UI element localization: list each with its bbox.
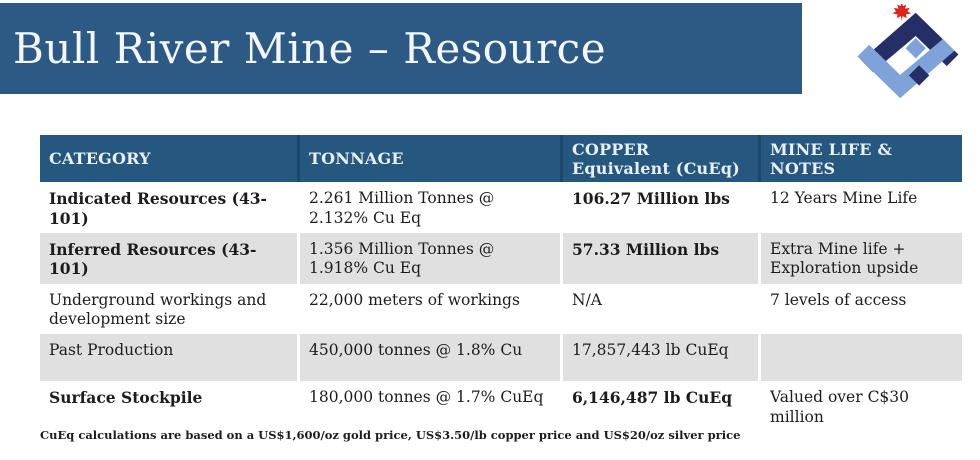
cell-category: Underground workings and development size — [40, 284, 297, 335]
cell-notes: 7 levels of access — [758, 284, 962, 335]
maple-leaf-icon — [892, 4, 911, 21]
table-row — [40, 381, 962, 432]
cell-notes: Extra Mine life + Exploration upside — [758, 233, 962, 284]
cell-copper-equivalent: 6,146,487 lb CuEq — [560, 381, 758, 432]
cell-copper-equivalent: 106.27 Million lbs — [560, 182, 758, 233]
title-banner — [0, 3, 802, 94]
cell-tonnage: 450,000 tonnes @ 1.8% Cu — [297, 334, 560, 381]
resource-table — [40, 135, 962, 432]
header-copper-equivalent: COPPER Equivalent (CuEq) — [560, 135, 758, 182]
table-row — [40, 334, 962, 381]
cell-category: Inferred Resources (43-101) — [40, 233, 297, 284]
header-category: CATEGORY — [40, 135, 297, 182]
cell-tonnage: 22,000 meters of workings — [297, 284, 560, 335]
cell-notes — [758, 334, 962, 381]
header-mine-life-notes: MINE LIFE & NOTES — [758, 135, 962, 182]
table-row — [40, 284, 962, 335]
cell-copper-equivalent: N/A — [560, 284, 758, 335]
cell-copper-equivalent: 57.33 Million lbs — [560, 233, 758, 284]
company-logo — [846, 4, 966, 106]
cell-notes: 12 Years Mine Life — [758, 182, 962, 233]
table-row — [40, 182, 962, 233]
page-title: Bull River Mine – Resource — [13, 24, 607, 73]
cell-notes: Valued over C$30 million — [758, 381, 962, 432]
cell-tonnage: 180,000 tonnes @ 1.7% CuEq — [297, 381, 560, 432]
table-row — [40, 233, 962, 284]
cueq-footnote: CuEq calculations are based on a US$1,600/oz gold price, US$3.50/lb copper price and US$20/oz silver price — [40, 428, 741, 442]
cell-category: Indicated Resources (43-101) — [40, 182, 297, 233]
header-tonnage: TONNAGE — [297, 135, 560, 182]
table-header-row — [40, 135, 962, 182]
cell-category: Past Production — [40, 334, 297, 381]
cell-tonnage: 2.261 Million Tonnes @ 2.132% Cu Eq — [297, 182, 560, 233]
cell-category: Surface Stockpile — [40, 381, 297, 432]
cell-tonnage: 1.356 Million Tonnes @ 1.918% Cu Eq — [297, 233, 560, 284]
cell-copper-equivalent: 17,857,443 lb CuEq — [560, 334, 758, 381]
